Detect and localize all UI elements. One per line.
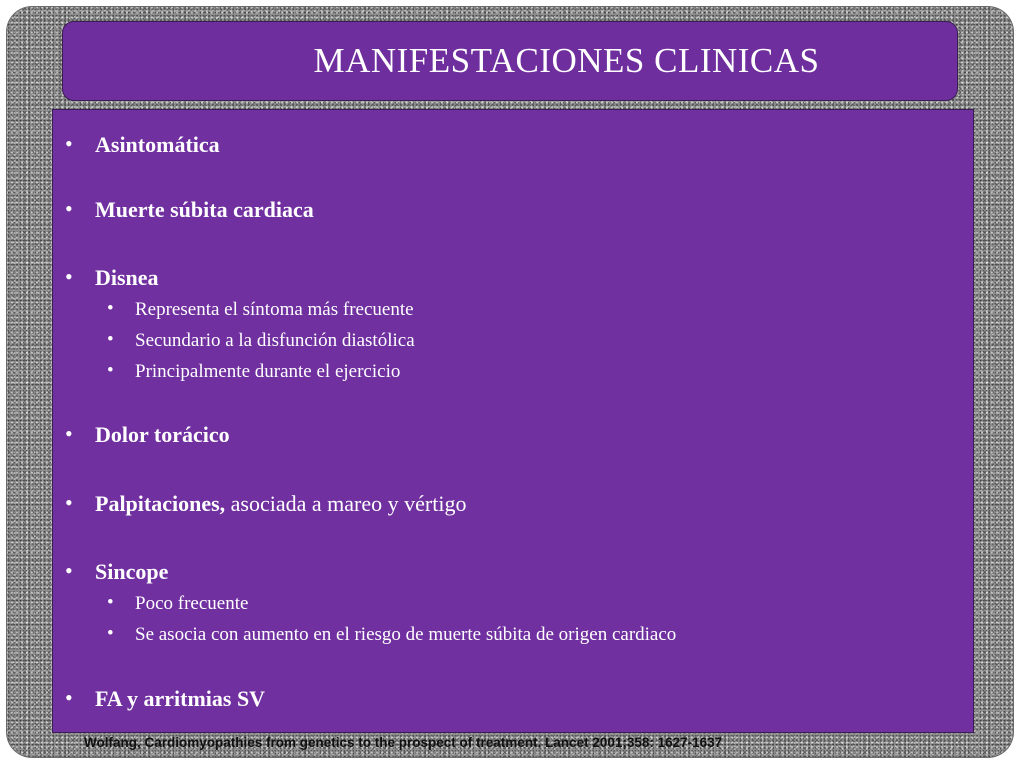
bullet-item-label: Sincope: [95, 559, 169, 584]
bullet-icon: •: [107, 360, 114, 381]
bullet-icon: •: [107, 298, 114, 319]
sub-bullet-label: Poco frecuente: [135, 593, 249, 614]
bullet-icon: •: [65, 264, 73, 289]
bullet-item-label: Asintomática: [95, 132, 220, 157]
bullet-icon: •: [65, 421, 73, 446]
bullet-icon: •: [107, 329, 114, 350]
citation-text: Wolfang, Cardiomyopathies from genetics to the prospect of treatment. Lancet 2001;358: 1627-1637: [84, 735, 723, 750]
bullet-icon: •: [65, 196, 73, 221]
bullet-icon: •: [107, 623, 114, 644]
sub-bullet-label: Se asocia con aumento en el riesgo de muerte súbita de origen cardiaco: [135, 624, 677, 645]
bullet-item-label: Muerte súbita cardiaca: [95, 197, 314, 222]
bullet-icon: •: [65, 490, 73, 515]
bullet-item-detail: asociada a mareo y vértigo: [225, 491, 467, 516]
bullet-icon: •: [65, 131, 73, 156]
slide-background: [6, 6, 1014, 758]
title-box: [62, 21, 958, 101]
slide-title: MANIFESTACIONES CLINICAS: [313, 41, 820, 80]
bullet-icon: •: [107, 592, 114, 613]
bullet-icon: •: [65, 558, 73, 583]
bullet-icon: •: [65, 685, 73, 710]
bullet-item-label: Palpitaciones,: [95, 491, 226, 516]
bullet-item-label: Dolor torácico: [95, 422, 230, 447]
content-box: [52, 109, 974, 733]
bullet-item-label: FA y arritmias SV: [95, 686, 266, 711]
sub-bullet-label: Representa el síntoma más frecuente: [135, 299, 414, 320]
bullet-item-label: Disnea: [95, 265, 159, 290]
sub-bullet-label: Secundario a la disfunción diastólica: [135, 330, 415, 351]
sub-bullet-label: Principalmente durante el ejercicio: [135, 361, 401, 382]
